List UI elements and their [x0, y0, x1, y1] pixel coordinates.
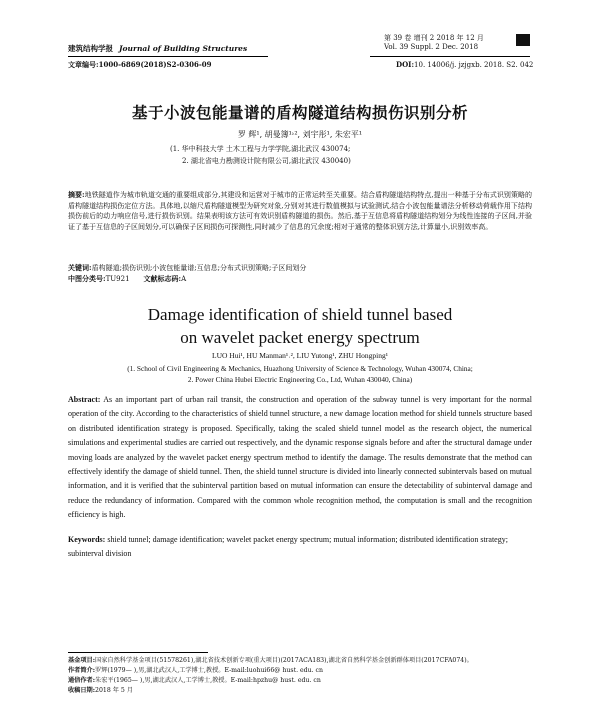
doi-value: 10. 14006/j. jzjgxb. 2018. S2. 042: [414, 61, 534, 69]
footnote-rule: [68, 652, 208, 653]
title-cn: 基于小波包能量谱的盾构隧道结构损伤识别分析: [131, 104, 468, 122]
corr-label: 通信作者:: [68, 677, 96, 684]
authors-en: LUO Hui¹, HU Manman¹˒², LIU Yutong¹, ZHU Hongping¹: [212, 351, 388, 360]
author-label: 作者简介:: [68, 667, 96, 674]
header-rule-right: [370, 56, 530, 57]
journal-name-en: Journal of Building Structures: [119, 44, 248, 53]
classification-cn: [68, 274, 186, 284]
doi: [396, 60, 533, 69]
author-note: [68, 666, 538, 676]
abstract-en-text: As an important part of urban rail transit, the construction and operation of the subway tunnel is very important for the normal operation of the city. According to the characteristics of shield tunnel structure, a new damage location method for shield tunnels structure based on distributed identification strategy is proposed. Specifically, taking the scaled shield tunnel model as the research object, the numerical simulations and experimental studies are carried out respectively, and the dynamic response signals before and after the structural damage under moving loads are analyzed by the wavelet packet energy spectrum method to identify the damage. The results demonstrate that the method can effectively identify the damage of shield tunnel. Then, the shield tunnel structure is divided into linearly connected subintervals based on mutual information, and it is verified that the subinterval partition based on mutual information can ensure the detectability of subinterval damage and reduce the redundancy of information. Compared with the common whole recognition method, the computation is small and the recognition efficiency is high.: [68, 395, 532, 520]
corr-text: 朱宏平(1965— ),男,湖北武汉人,工学博士,教授。E-mail:hpzhu@ hust. edu. cn: [95, 677, 321, 684]
keywords-en-text: shield tunnel; damage identification; wavelet packet energy spectrum; mutual information; distributed identification strategy; subinterval division: [68, 535, 508, 559]
fund-note: [68, 656, 538, 666]
running-header-left: [68, 44, 247, 54]
header-rule-left: [68, 56, 268, 57]
doc-code-value: A: [181, 275, 187, 283]
affiliation-en-1: (1. School of Civil Engineering & Mechanics, Huazhong University of Science & Technology, Wuhan 430074, China;: [127, 364, 473, 373]
title-en-line-1: Damage identification of shield tunnel based: [147, 305, 453, 324]
affiliation-cn-1: (1. 华中科技大学 土木工程与力学学院,湖北武汉 430074;: [170, 145, 351, 153]
received-label: 收稿日期:: [68, 687, 96, 694]
corresponding-note: [68, 676, 538, 686]
clc-value: TU921: [105, 275, 130, 283]
keywords-cn-text: 盾构隧道;损伤识别;小波包能量谱;互信息;分布式识别策略;子区间划分: [91, 264, 307, 272]
running-header-right: [384, 34, 484, 52]
affiliation-en-2: 2. Power China Hubei Electric Engineering Co., Ltd, Wuhan 430040, China): [187, 375, 413, 384]
affiliation-cn-2: 2. 湖北省电力勘测设计院有限公司,湖北武汉 430040): [182, 157, 351, 165]
fund-label: 基金项目:: [68, 657, 96, 664]
abstract-cn-text: 地铁隧道作为城市轨道交通的重要组成部分,其建设和运营对于城市的正常运转至关重要。结合盾构隧道结构特点,提出一种基于分布式识别策略的盾构隧道结构损伤定位方法。具体地,以缩尺盾构隧道模型为研究对象,分别对其进行数值模拟与试验测试,结合小波包能量谱法分析移动荷载作用下结构损伤前后的动力响应信号,进行损伤识别。结果表明该方法可有效识别盾构隧道的损伤。然后,基于互信息将盾构隧道结构划分为线性连接的子区间,并验证了基于互信息的子区间划分,可以确保子区间损伤可探测性,同时减少了信息的冗余度;相对于通常的整体识别方法,计算量小,识别效率高。: [68, 191, 532, 232]
authors-cn: 罗 辉¹, 胡曼簿¹˒², 刘宇彤¹, 朱宏平¹: [237, 130, 363, 139]
keywords-en-label: Keywords:: [68, 535, 106, 544]
abstract-en-label: Abstract:: [68, 395, 101, 404]
keywords-en: [68, 533, 532, 562]
keywords-cn-label: 关键词:: [68, 263, 92, 272]
title-en-line-2: on wavelet packet energy spectrum: [180, 328, 420, 347]
doi-label: DOI:: [396, 60, 415, 69]
article-number: 文章编号:1000-6869(2018)S2-0306-09: [68, 60, 212, 69]
clc-label: 中图分类号:: [68, 274, 106, 283]
abstract-cn-label: 摘要:: [68, 190, 85, 199]
issue-en: Vol. 39 Suppl. 2 Dec. 2018: [384, 43, 479, 51]
issue-cn: 第 39 卷 增刊 2 2018 年 12 月: [384, 34, 484, 42]
keywords-cn: [68, 263, 532, 273]
abstract-cn: [68, 190, 532, 233]
abstract-en: [68, 393, 532, 523]
header-mark-block: [516, 34, 530, 46]
doc-code-label: 文献标志码:: [143, 274, 182, 283]
affiliations-en: [60, 363, 540, 385]
journal-name-cn: 建筑结构学报: [68, 44, 113, 53]
title-en: [0, 303, 600, 349]
received-text: 2018 年 5 月: [95, 687, 134, 694]
affiliations-cn: [170, 143, 470, 167]
received-note: [68, 686, 538, 696]
fund-text: 国家自然科学基金项目(51578261),湖北省技术创新专项(重大项目)(2017ACA183),湖北省自然科学基金创新群体项目(2017CFA074)。: [95, 657, 473, 664]
author-text: 罗辉(1979— ),男,湖北武汉人,工学博士,教授。E-mail:luohui66@ hust. edu. cn: [95, 667, 323, 674]
footnotes: [68, 656, 538, 696]
